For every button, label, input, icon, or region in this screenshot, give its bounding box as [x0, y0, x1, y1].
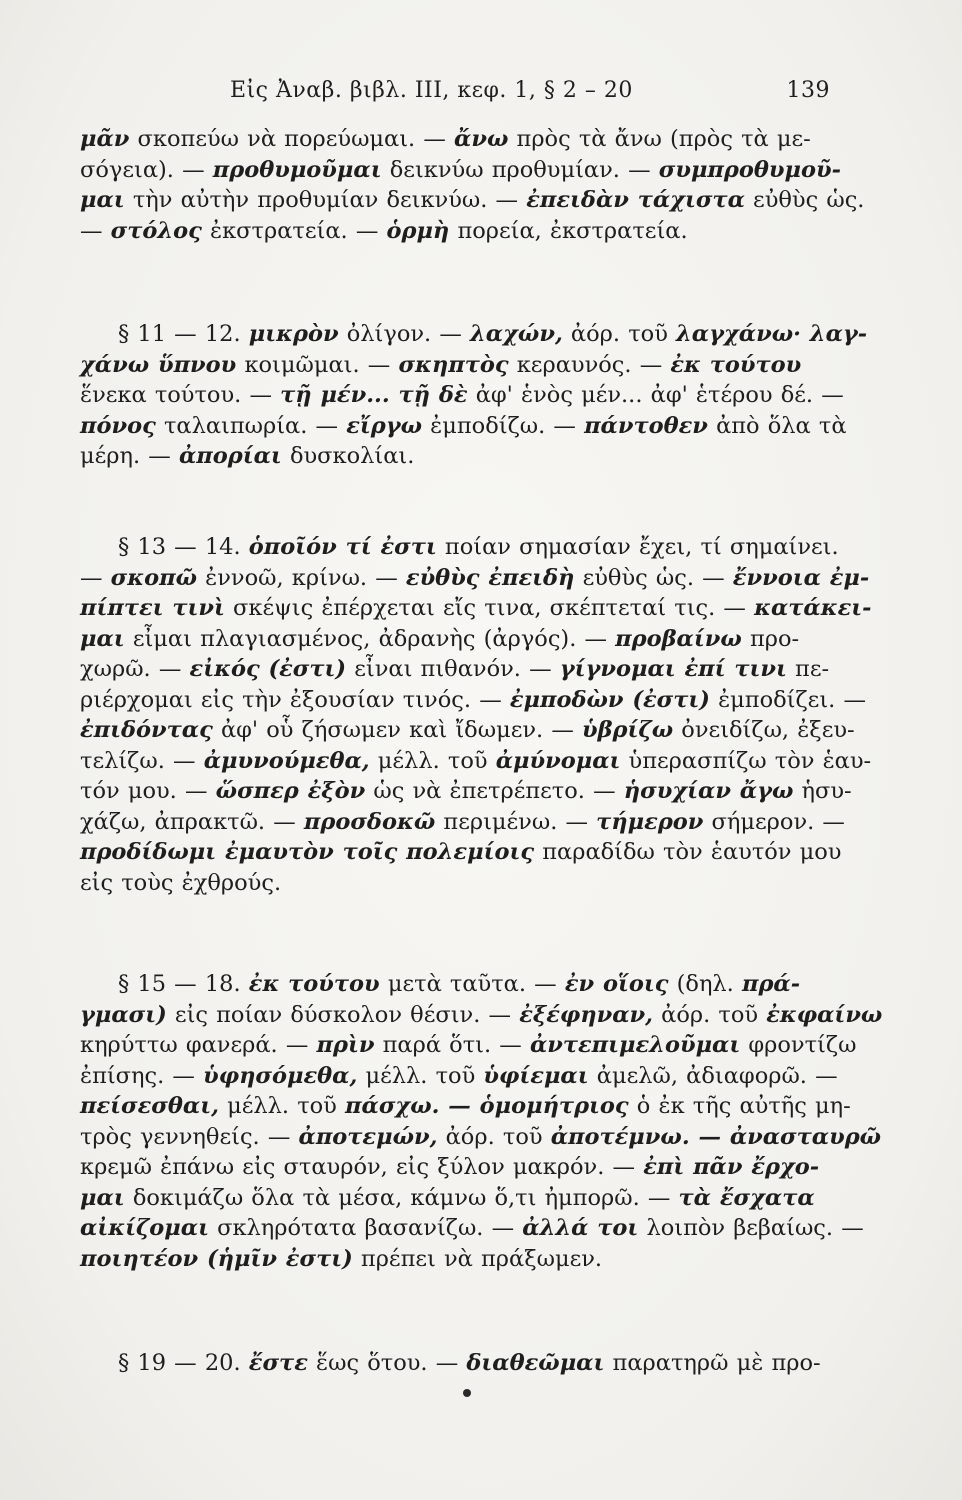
text-line [80, 807, 845, 838]
text-line [80, 715, 855, 746]
glossary-paragraph [80, 532, 872, 898]
headword: κατάκει- [754, 595, 872, 621]
definition-text: § 11 — 12. [118, 321, 249, 347]
text-line [80, 124, 824, 155]
text-line [80, 624, 824, 655]
text-line [80, 969, 824, 1000]
definition-text: ἀπὸ ὅλα τὰ [707, 412, 847, 439]
headword: πίπτει τινὶ [80, 595, 225, 621]
text-line [80, 216, 824, 247]
headword: ὁρμὴ [386, 217, 450, 244]
definition-text: ποίαν σημασίαν ἔχει, τί σημαίνει. [436, 534, 839, 560]
definition-text: μέλλ. τοῦ [218, 1093, 346, 1119]
definition-text: χάζω, ἀπρακτῶ. — [80, 808, 304, 835]
headword: μᾶν [80, 126, 130, 152]
headword: ἐπιδόντας [80, 717, 213, 743]
headword: ἀμυνούμεθα, [203, 747, 370, 774]
definition-text: μέλλ. τοῦ [369, 747, 496, 774]
definition-text: παρά ὅτι. — [374, 1032, 530, 1058]
headword: προδίδωμι ἐμαυτὸν τοῖς πολεμίοις [80, 839, 535, 865]
headword: εἰκός (ἐστι) [189, 656, 347, 682]
text-line [80, 1091, 851, 1122]
text-line [80, 563, 870, 594]
headword: πρά- [742, 971, 801, 997]
definition-text: ἐπίσης. — [80, 1062, 204, 1089]
headword: σκηπτὸς [398, 351, 509, 378]
text-line [80, 1183, 824, 1214]
definition-text: τὴν αὐτὴν προθυμίαν δεικνύω. — [124, 187, 527, 213]
definition-text: § 13 — 14. [118, 534, 249, 560]
definition-text: δεικνύω προθυμίαν. — [381, 156, 659, 183]
text-line [80, 593, 872, 624]
definition-text: ἡσυ- [793, 778, 852, 804]
definition-text: — [80, 564, 111, 591]
headword: πρὶν [316, 1032, 375, 1058]
text-line [80, 532, 839, 563]
headword: προθυμοῦμαι [212, 156, 382, 183]
headword: τῇ μέν... τῇ δὲ [280, 382, 468, 408]
headword: ποιητέον (ἡμῖν ἐστι) [80, 1245, 353, 1272]
headword: πείσεσθαι, [80, 1093, 219, 1119]
headword: γμασι) [80, 1001, 167, 1028]
definition-text: τελίζω. — [80, 747, 204, 774]
definition-text: — [80, 217, 111, 244]
definition-text: ἐκστρατεία. — [201, 217, 387, 244]
headword: μαι [80, 625, 125, 652]
definition-text: δοκιμάζω ὅλα τὰ μέσα, κάμνω ὅ,τι ἠμπορῶ. — [124, 1184, 679, 1211]
definition-text: ὁ ἐκ τῆς αὐτῆς μη- [628, 1093, 851, 1119]
text-line [80, 319, 868, 350]
definition-text: προ- [741, 625, 800, 652]
text-line [80, 155, 841, 186]
text-line [80, 1244, 824, 1275]
headword: τήμερον [596, 808, 704, 835]
definition-text: σκέψις ἐπέρχεται εἴς τινα, σκέπτεταί τις. — [224, 595, 755, 621]
definition-text: ἀφ' ἑνὸς μέν... ἀφ' ἑτέρου δέ. — [467, 382, 844, 408]
definition-text: εἶναι πιθανόν. — [346, 656, 560, 682]
glossary-paragraph [80, 969, 883, 1274]
text-line [80, 1000, 883, 1031]
headword: ὁποῖόν τί ἐστι [248, 534, 437, 560]
definition-text: κρεμῶ ἐπάνω εἰς σταυρόν, εἰς ξύλον μακρόν. — [80, 1154, 644, 1180]
definition-text: περιμένω. — [435, 808, 597, 835]
definition-text: ταλαιπωρία. — [155, 412, 347, 439]
headword: ἀποτεμών, [298, 1123, 438, 1150]
definition-text: κεραυνός. — [508, 351, 671, 378]
headword: ἀμύνομαι [495, 747, 621, 774]
text-line [80, 441, 824, 472]
definition-text: μετὰ ταῦτα. — [379, 971, 565, 997]
headword: διαθεῶμαι [466, 1350, 605, 1376]
headword: πόνος [80, 412, 156, 439]
text-line [80, 837, 842, 868]
definition-text: δυσκολίαι. [281, 443, 415, 469]
text-line [80, 1213, 864, 1244]
headword: τὰ ἔσχατα [678, 1184, 815, 1211]
definition-text: (δηλ. [668, 971, 742, 997]
definition-text: τόν μου. — [80, 778, 216, 804]
running-title: Εἰς Ἀναβ. βιβλ. III, κεφ. 1, § 2 – 20 [230, 78, 633, 103]
definition-text: ἐμποδίζει. — [709, 686, 866, 713]
headword: ἐπειδὰν τάχιστα [526, 187, 745, 213]
definition-text: τρὸς γεννηθείς. — [80, 1123, 299, 1150]
headword: λαγχάνω· λαγ- [676, 321, 868, 347]
headword: προσδοκῶ [303, 808, 436, 835]
definition-text: πρέπει νὰ πράξωμεν. [352, 1245, 603, 1272]
definition-text: χωρῶ. — [80, 656, 190, 682]
definition-text: § 19 — 20. [118, 1350, 249, 1376]
definition-text: πορεία, ἐκστρατεία. [449, 217, 688, 244]
glossary-paragraph [80, 1348, 824, 1379]
text-line [80, 1122, 882, 1153]
headword: χάνω ὕπνου [80, 351, 237, 378]
headword: ἄνω [454, 126, 509, 152]
definition-text: παραδίδω τὸν ἑαυτόν μου [534, 839, 842, 865]
definition-text: ριέρχομαι εἰς τὴν ἐξουσίαν τινός. — [80, 686, 510, 713]
definition-text: ἀφ' οὗ ζήσωμεν καὶ ἴδωμεν. — [212, 717, 582, 743]
headword: ἐκφαίνω [766, 1001, 883, 1028]
definition-text: ἀμελῶ, ἀδιαφορῶ. — [588, 1062, 838, 1089]
text-line [80, 185, 865, 216]
definition-text: πρὸς τὰ ἄνω (πρὸς τὰ με- [508, 126, 811, 152]
definition-text: παρατηρῶ μὲ προ- [604, 1350, 821, 1376]
text-line [80, 350, 824, 381]
headword: προβαίνω [615, 625, 742, 652]
running-header [230, 78, 830, 118]
definition-text: ἕνεκα τούτου. — [80, 382, 281, 408]
glossary-paragraph [80, 319, 868, 472]
text-line [80, 1030, 857, 1061]
text-line [80, 1061, 838, 1092]
headword: σκοπῶ [110, 564, 198, 591]
headword: λαχών, [470, 321, 563, 347]
glossary-paragraph [80, 124, 865, 246]
headword: μικρὸν [248, 321, 339, 347]
headword: ἀποτέμνω. — ἀνασταυρῶ [550, 1123, 882, 1150]
definition-text: ὡς νὰ ἐπετρέπετο. — [365, 778, 624, 804]
headword: ἔννοια ἐμ- [732, 564, 870, 591]
definition-text: εἰς τοὺς ἐχθρούς. [80, 869, 282, 896]
text-line [80, 654, 830, 685]
headword: ὑβρίζω [582, 717, 674, 743]
definition-text: σκληρότατα βασανίζω. — [208, 1215, 523, 1241]
definition-text: εἶμαι πλαγιασμένος, ἀδρανὴς (ἀργός). — [124, 625, 616, 652]
headword: ἀντεπιμελοῦμαι [529, 1032, 741, 1058]
definition-text: σκοπεύω νὰ πορεύωμαι. — [129, 126, 455, 152]
definition-text: φροντίζω [740, 1032, 857, 1058]
headword: ἐκ τούτου [670, 351, 802, 378]
text-line [80, 1348, 824, 1379]
headword: συμπροθυμοῦ- [658, 156, 841, 183]
text-line [80, 411, 847, 442]
definition-text: σόγεια). — [80, 156, 213, 183]
headword: ἔστε [248, 1350, 308, 1376]
definition-text: ὀλίγον. — [338, 321, 471, 347]
definition-text: ἀόρ. τοῦ [562, 321, 677, 347]
headword: ἀπορίαι [178, 443, 282, 469]
definition-text: μέλλ. τοῦ [357, 1062, 484, 1089]
page-bottom-dot [463, 1389, 471, 1397]
definition-text: ἐννοῶ, κρίνω. — [197, 564, 406, 591]
definition-text: κοιμῶμαι. — [236, 351, 399, 378]
text-line [80, 1152, 824, 1183]
headword: εἴργω [346, 412, 423, 439]
definition-text: κηρύττω φανερά. — [80, 1032, 317, 1058]
definition-text: εἰς ποίαν δύσκολον θέσιν. — [166, 1001, 520, 1028]
definition-text: ὀνειδίζω, ἐξευ- [673, 717, 855, 743]
headword: ἐκ τούτου [248, 971, 380, 997]
page-number: 139 [786, 78, 830, 103]
definition-text: πε- [786, 656, 830, 682]
definition-text: εὐθὺς ὡς. [744, 187, 865, 213]
headword: μαι [80, 1184, 125, 1211]
definition-text: λοιπὸν βεβαίως. — [638, 1215, 864, 1241]
headword: ἐν οἵοις [564, 971, 669, 997]
headword: ἐπὶ πᾶν ἔρχο- [643, 1154, 820, 1180]
definition-text: § 15 — 18. [118, 971, 249, 997]
text-line [80, 685, 866, 716]
headword: αἰκίζομαι [80, 1215, 209, 1241]
text-line [80, 868, 824, 899]
definition-text: ἀόρ. τοῦ [437, 1123, 551, 1150]
headword: ὑφίεμαι [483, 1062, 589, 1089]
text-line [80, 746, 872, 777]
headword: ἀλλά τοι [522, 1215, 639, 1241]
text-line [80, 380, 844, 411]
definition-text: σήμερον. — [703, 808, 845, 835]
headword: μαι [80, 187, 125, 213]
headword: εὐθὺς ἐπειδὴ [405, 564, 575, 591]
definition-text: ἕως ὅτου. — [307, 1350, 467, 1376]
text-line [80, 776, 852, 807]
definition-text: ἐμποδίζω. — [422, 412, 585, 439]
headword: ἐμποδὼν (ἐστι) [509, 686, 710, 713]
definition-text: εὐθὺς ὡς. — [574, 564, 733, 591]
definition-text: μέρη. — [80, 443, 179, 469]
headword: ἡσυχίαν ἄγω [623, 778, 794, 804]
definition-text: ὑπερασπίζω τὸν ἑαυ- [620, 747, 872, 774]
headword: στόλος [110, 217, 202, 244]
headword: γίγνομαι ἐπί τινι [559, 656, 787, 682]
definition-text: ἀόρ. τοῦ [652, 1001, 767, 1028]
headword: πάντοθεν [584, 412, 708, 439]
headword: ὑφησόμεθα, [203, 1062, 358, 1089]
headword: πάσχω. — ὁμομήτριος [345, 1093, 629, 1119]
headword: ὥσπερ ἐξὸν [215, 778, 366, 804]
headword: ἐξέφηναν, [519, 1001, 653, 1028]
